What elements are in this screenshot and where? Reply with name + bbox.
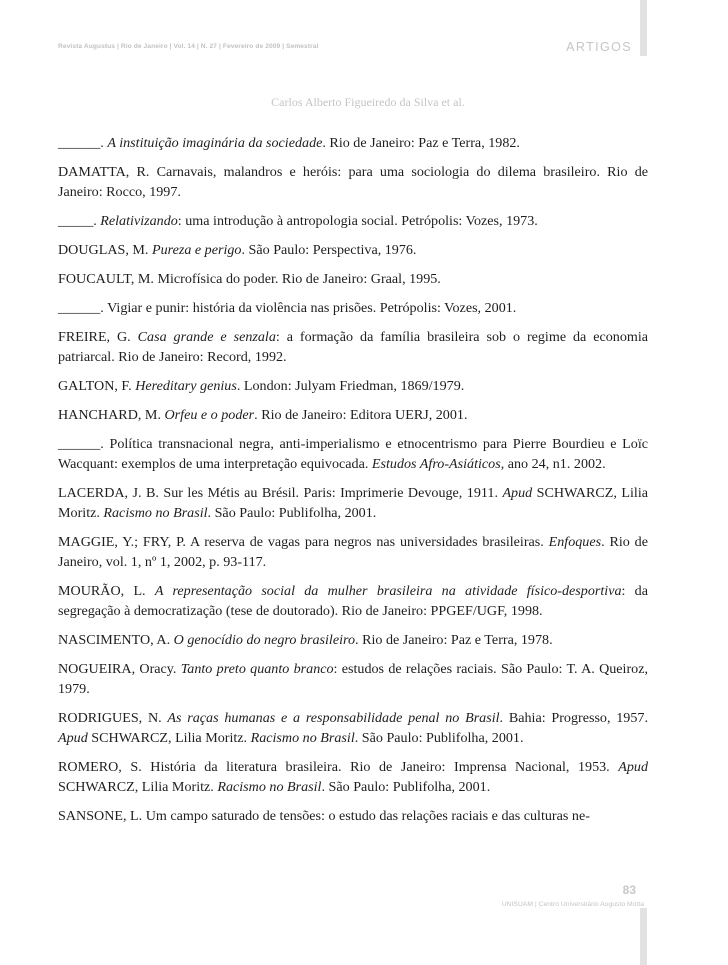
section-label: ARTIGOS: [566, 40, 632, 54]
reference-entry: [58, 708, 648, 748]
reference-title: Racismo no Brasil: [217, 779, 322, 795]
footer-institution: UNISUAM | Centro Universitário Augusto Motta: [501, 901, 644, 908]
reference-text: . Rio de Janeiro: Editora UERJ, 2001.: [254, 407, 468, 423]
reference-text: : uma introdução à antropologia social. Petrópolis: Vozes, 1973.: [177, 213, 538, 229]
reference-title: A instituição imaginária da sociedade: [107, 135, 323, 151]
reference-entry: [58, 269, 648, 289]
reference-title: Pureza e perigo: [151, 242, 242, 258]
reference-entry: [58, 376, 648, 396]
reference-entry: [58, 659, 648, 699]
reference-text: . Rio de Janeiro: Paz e Terra, 1982.: [322, 135, 520, 151]
journal-header: Revista Augustus | Rio de Janeiro | Vol. 14 | N. 27 | Fevereiro de 2009 | Semestral: [58, 43, 319, 50]
reference-text: DOUGLAS, M.: [58, 242, 152, 258]
header-accent-bar: [640, 0, 647, 56]
reference-text: : estudos de relações raciais. São Paulo: T. A. Queiroz, 1979.: [58, 661, 648, 697]
reference-title: O genocídio do negro brasileiro: [173, 632, 356, 648]
reference-text: ______. Vigiar e punir: história da violência nas prisões. Petrópolis: Vozes, 2001.: [58, 300, 517, 316]
reference-text: SCHWARCZ, Lilia Moritz.: [87, 730, 251, 746]
reference-text: . São Paulo: Publifolha, 2001.: [354, 730, 524, 746]
reference-entry: [58, 211, 648, 231]
reference-text: . São Paulo: Publifolha, 2001.: [321, 779, 491, 795]
reference-text: : a formação da família brasileira sob o regime da economia patriarcal. Rio de Janeiro: Record, 1992.: [58, 329, 649, 365]
reference-title: A representação social da mulher brasileira na atividade físico-desportiva: [154, 583, 622, 599]
reference-entry: [58, 162, 648, 202]
reference-entry: [58, 581, 648, 621]
reference-text: MOURÃO, L.: [58, 583, 155, 599]
reference-text: NOGUEIRA, Oracy.: [58, 661, 181, 677]
reference-title: As raças humanas e a responsabilidade penal no Brasil: [167, 710, 500, 726]
reference-title: Orfeu e o poder: [164, 407, 255, 423]
reference-text: GALTON, F.: [58, 378, 136, 394]
page-number: 83: [622, 883, 636, 897]
reference-entry: [58, 133, 648, 153]
reference-title: Apud: [58, 730, 88, 746]
reference-text: NASCIMENTO, A.: [58, 632, 174, 648]
reference-text: SANSONE, L. Um campo saturado de tensões: o estudo das relações raciais e das culturas ne-: [58, 808, 590, 824]
reference-text: LACERDA, J. B. Sur les Métis au Brésil. Paris: Imprimerie Devouge, 1911.: [58, 485, 503, 501]
reference-title: Tanto preto quanto branco: [180, 661, 334, 677]
reference-title: Estudos Afro-Asiáticos: [371, 456, 501, 472]
reference-text: . Rio de Janeiro, vol. 1, nº 1, 2002, p. 93-117.: [58, 534, 648, 570]
reference-text: ROMERO, S. História da literatura brasileira. Rio de Janeiro: Imprensa Nacional, 1953.: [58, 759, 619, 775]
reference-text: . Rio de Janeiro: Paz e Terra, 1978.: [355, 632, 553, 648]
reference-title: Casa grande e senzala: [137, 329, 276, 345]
reference-text: RODRIGUES, N.: [58, 710, 168, 726]
reference-text: , ano 24, n1. 2002.: [500, 456, 606, 472]
reference-text: _____.: [58, 213, 101, 229]
reference-title: Relativizando: [100, 213, 178, 229]
reference-text: . São Paulo: Publifolha, 2001.: [207, 505, 377, 521]
reference-title: Enfoques: [548, 534, 602, 550]
reference-text: . London: Julyam Friedman, 1869/1979.: [236, 378, 465, 394]
reference-entry: [58, 240, 648, 260]
reference-title: Apud: [502, 485, 533, 501]
reference-entry: [58, 757, 648, 797]
reference-text: FOUCAULT, M. Microfísica do poder. Rio de Janeiro: Graal, 1995.: [58, 271, 441, 287]
reference-text: HANCHARD, M.: [58, 407, 165, 423]
reference-entry: [58, 298, 648, 318]
reference-title: Racismo no Brasil: [103, 505, 208, 521]
reference-list: [58, 133, 648, 835]
reference-text: ______. Política transnacional negra, anti-imperialismo e etnocentrismo para Pierre Bourdieu e Loïc Wacquant: exemplos de uma interpretação equivocada.: [58, 436, 648, 472]
reference-text: ______.: [58, 135, 108, 151]
reference-text: . Bahia: Progresso, 1957.: [499, 710, 648, 726]
reference-text: SCHWARCZ, Lilia Moritz.: [58, 779, 218, 795]
reference-entry: [58, 483, 648, 523]
footer-accent-bar: [640, 908, 647, 965]
reference-text: : da segregação à democratização (tese de doutorado). Rio de Janeiro: PPGEF/UGF, 1998.: [58, 583, 648, 619]
reference-entry: [58, 806, 648, 826]
reference-title: Hereditary genius: [135, 378, 237, 394]
reference-entry: [58, 532, 648, 572]
reference-entry: [58, 630, 648, 650]
reference-entry: [58, 327, 648, 367]
reference-entry: [58, 405, 648, 425]
reference-title: Apud: [618, 759, 648, 775]
reference-text: DAMATTA, R. Carnavais, malandros e heróis: para uma sociologia do dilema brasileiro. Rio de Janeiro: Rocco, 1997.: [58, 164, 648, 200]
reference-text: MAGGIE, Y.; FRY, P. A reserva de vagas para negros nas universidades brasileiras.: [58, 534, 549, 550]
reference-text: FREIRE, G.: [58, 329, 138, 345]
running-author: Carlos Alberto Figueiredo da Silva et al.: [271, 95, 465, 109]
reference-text: . São Paulo: Perspectiva, 1976.: [241, 242, 417, 258]
reference-text: SCHWARCZ, Lilia Moritz.: [58, 485, 648, 521]
reference-entry: [58, 434, 648, 474]
reference-title: Racismo no Brasil: [250, 730, 355, 746]
